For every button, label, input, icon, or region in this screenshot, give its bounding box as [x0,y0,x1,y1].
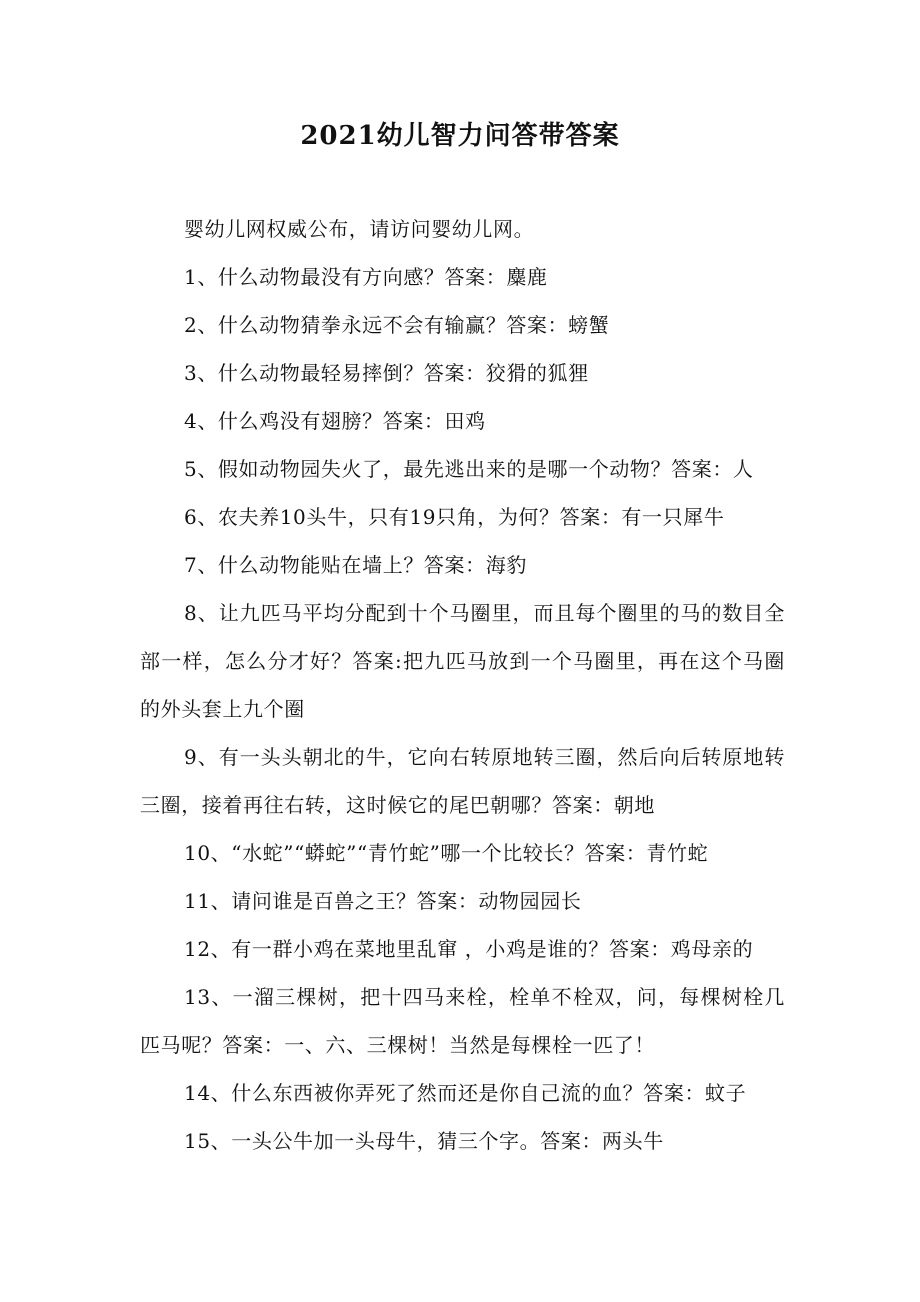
qa-item-13: 13、一溜三棵树，把十四马来栓，栓单不栓双，问，每棵树栓几匹马呢？答案：一、六、三棵树！当然是每棵栓一匹了！ [140,985,785,1057]
qa-item-1: 1、什么动物最没有方向感？答案：麋鹿 [184,265,548,289]
qa-item-5: 5、假如动物园失火了，最先逃出来的是哪一个动物？答案：人 [184,457,754,481]
qa-item-10: 10、“水蛇”“蟒蛇”“青竹蛇”哪一个比较长？答案：青竹蛇 [184,841,709,865]
qa-item-9: 9、有一头头朝北的牛，它向右转原地转三圈，然后向后转原地转三圈，接着再往右转，这时候它的尾巴朝哪？答案：朝地 [140,745,785,817]
qa-item-8: 8、让九匹马平均分配到十个马圈里，而且每个圈里的马的数目全部一样，怎么分才好？答案:把九匹马放到一个马圈里，再在这个马圈的外头套上九个圈 [140,601,785,721]
qa-item-4: 4、什么鸡没有翅膀？答案：田鸡 [184,409,486,433]
qa-item-3: 3、什么动物最轻易摔倒？答案：狡猾的狐狸 [184,361,589,385]
qa-item-6: 6、农夫养10头牛，只有19只角，为何？答案：有一只犀牛 [184,505,725,529]
document-title: 2021幼儿智力问答带答案 [300,121,620,151]
intro-paragraph: 婴幼儿网权威公布，请访问婴幼儿网。 [184,217,535,241]
qa-item-7: 7、什么动物能贴在墙上？答案：海豹 [184,553,527,577]
qa-item-11: 11、请问谁是百兽之王？答案：动物园园长 [184,889,582,913]
document-body [140,205,785,1165]
qa-item-14: 14、什么东西被你弄死了然而还是你自己流的血？答案：蚊子 [184,1081,747,1105]
qa-item-2: 2、什么动物猜拳永远不会有输赢？答案：螃蟹 [184,313,610,337]
qa-item-12: 12、有一群小鸡在菜地里乱窜 ，小鸡是谁的？答案：鸡母亲的 [184,937,754,961]
qa-item-15: 15、一头公牛加一头母牛，猜三个字。答案：两头牛 [184,1129,664,1153]
